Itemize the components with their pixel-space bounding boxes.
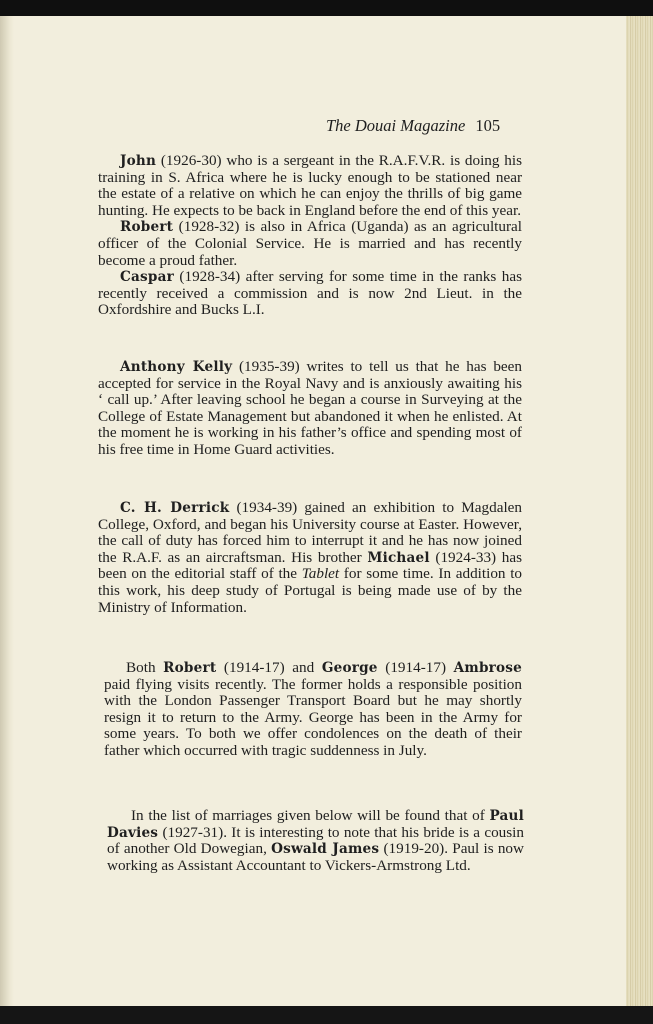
page-number: 105 [475, 116, 501, 135]
paragraph-text: (1924-33) has been on the editorial staff of the [98, 548, 522, 583]
paragraph-text: (1927-31). It is interesting to note that his bride is a cousin of another Old Dowegian, [107, 823, 524, 858]
paragraph-text: Both [126, 659, 164, 676]
scan-border-bottom [0, 1006, 653, 1024]
person-name: Caspar [120, 269, 174, 286]
person-name: George [321, 660, 378, 676]
paragraph-text: (1935-39) writes to tell us that he has been accepted for service in the Royal Navy and is anxiously awaiting his ‘ call up.’ After leaving school he began a course in Surveying at the College of Estate Management but abandoned it when he enlisted. At the moment he is working in his father’s office and spending most of his free time in Home Guard activities. [98, 358, 523, 458]
article-block-ambrose [104, 660, 522, 760]
magazine-title: The Douai Magazine [326, 116, 466, 135]
paragraph-text: (1919-20). Paul is now working as Assistant Accountant to Vickers-Armstrong Ltd. [107, 840, 524, 874]
person-name: Oswald James [271, 841, 380, 858]
paragraph-text: (1914-17) and [216, 659, 322, 676]
paragraph-text: In the list of marriages given below will be found that of [131, 807, 490, 824]
paragraph [98, 359, 522, 459]
paragraph [98, 500, 522, 616]
paragraph-text: for some time. In addition to this work, his deep study of Portugal is being made use of by the Ministry of Information. [98, 565, 523, 616]
page-edges [626, 16, 653, 1006]
person-name: Ambrose [453, 660, 522, 676]
paragraph-text: paid flying visits recently. The former holds a responsible position with the London Passenger Transport Board but he may shortly resign it to return to the Army. George has been in the Army for some years. To both we offer condolences on the death of their father which occurred with tragic suddenness in July. [104, 675, 522, 759]
article-block-kelly [98, 359, 522, 459]
person-name: Paul Davies [107, 808, 524, 841]
article-block-derrick [98, 500, 522, 616]
article-block-davies [107, 808, 524, 874]
paragraph-text: (1928-32) is also in Africa (Uganda) as an agricultural officer of the Colonial Service. He is married and has recently become a proud father. [98, 218, 522, 269]
paragraph [98, 269, 522, 319]
person-name: John [120, 153, 157, 169]
person-name: Robert [163, 660, 217, 676]
paragraph [104, 660, 522, 760]
paragraph-text: (1928-34) after serving for some time in the ranks has recently received a commission and is now 2nd Lieut. in the Oxfordshire and Bucks L.I. [98, 268, 522, 319]
paragraph [98, 153, 522, 219]
person-name: Michael [367, 549, 430, 566]
paragraph-text: (1914-17) [377, 659, 454, 676]
paragraph-text: (1934-39) gained an exhibition to Magdalen College, Oxford, and began his University course at Easter. However, the call of duty has forced him to interrupt it and he has now joined the R.A.F. as an aircraftsman. His brother [98, 499, 523, 566]
running-header [326, 116, 500, 136]
publication-title: Tablet [301, 565, 340, 583]
person-name: Anthony Kelly [120, 359, 233, 375]
page-gutter [0, 16, 14, 1006]
article-block-brothers [98, 153, 522, 319]
scan-border-top [0, 0, 653, 16]
person-name: C. H. Derrick [120, 500, 230, 516]
paragraph-text: (1926-30) who is a sergeant in the R.A.F.V.R. is doing his training in S. Africa where he is lucky enough to be stationed near the estate of a relative on which he can enjoy the thrills of big game hunting. He expects to be back in England before the end of this year. [98, 152, 522, 219]
paragraph [107, 808, 524, 874]
person-name: Robert [120, 219, 174, 236]
paragraph [98, 219, 522, 269]
